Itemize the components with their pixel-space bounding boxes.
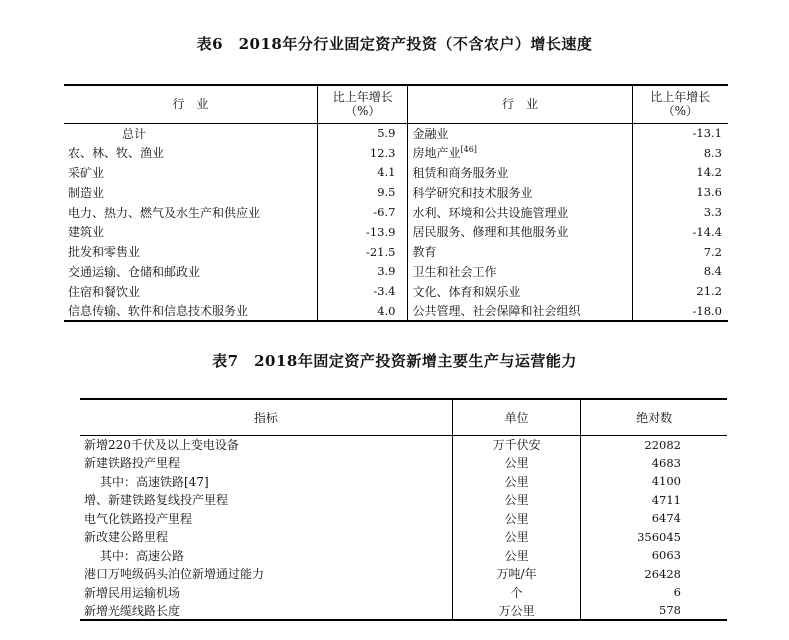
table-header-row bbox=[80, 399, 727, 435]
table-row bbox=[80, 435, 727, 454]
industry-name: 批发和零售业 bbox=[64, 242, 318, 262]
indicator-name: 新增光缆线路长度 bbox=[80, 602, 452, 621]
absolute-value: 578 bbox=[659, 603, 681, 618]
absolute-value: 4683 bbox=[651, 455, 681, 470]
header-growth: 比上年增长 （%） bbox=[318, 85, 408, 123]
unit-cell: 万吨/年 bbox=[452, 565, 581, 584]
table-row bbox=[80, 509, 727, 528]
table-header-row bbox=[64, 85, 728, 123]
capacity-table bbox=[80, 398, 727, 621]
table-row bbox=[64, 163, 728, 183]
indicator-name: 港口万吨级码头泊位新增通过能力 bbox=[80, 565, 452, 584]
indicator-name: 新改建公路里程 bbox=[80, 528, 452, 547]
industry-name: 房地产业[46] bbox=[408, 143, 632, 163]
growth-value: -13.1 bbox=[692, 126, 722, 141]
industry-name: 公共管理、社会保障和社会组织 bbox=[408, 301, 632, 321]
growth-value: 8.4 bbox=[703, 264, 722, 279]
industry-name: 制造业 bbox=[64, 182, 318, 202]
indicator-name: 电气化铁路投产里程 bbox=[80, 509, 452, 528]
table-row bbox=[64, 123, 728, 143]
table-row bbox=[64, 202, 728, 222]
growth-value: 5.9 bbox=[318, 123, 408, 143]
growth-value: 9.5 bbox=[318, 182, 408, 202]
absolute-value: 6063 bbox=[651, 548, 681, 563]
indicator-name: 新增220千伏及以上变电设备 bbox=[80, 435, 452, 454]
industry-name: 总计 bbox=[64, 123, 318, 143]
industry-name: 信息传输、软件和信息技术服务业 bbox=[64, 301, 318, 321]
industry-name: 采矿业 bbox=[64, 163, 318, 183]
growth-value: 7.2 bbox=[703, 244, 722, 259]
growth-value: -21.5 bbox=[318, 242, 408, 262]
industry-name: 金融业 bbox=[408, 123, 632, 143]
indicator-name: 增、新建铁路复线投产里程 bbox=[80, 491, 452, 510]
header-industry: 行 业 bbox=[408, 85, 632, 123]
table7-title: 表7 2018年固定资产投资新增主要生产与运营能力 bbox=[212, 352, 577, 370]
industry-name: 居民服务、修理和其他服务业 bbox=[408, 222, 632, 242]
table-row bbox=[64, 143, 728, 163]
table-row bbox=[80, 454, 727, 473]
industry-name: 农、林、牧、渔业 bbox=[64, 143, 318, 163]
industry-growth-table bbox=[64, 84, 728, 322]
unit-cell: 公里 bbox=[452, 454, 581, 473]
footnote-ref[interactable]: [46] bbox=[460, 145, 477, 155]
growth-value: 3.3 bbox=[703, 205, 722, 220]
table-row bbox=[80, 565, 727, 584]
absolute-value: 4711 bbox=[651, 492, 681, 507]
industry-name: 交通运输、仓储和邮政业 bbox=[64, 262, 318, 282]
unit-cell: 公里 bbox=[452, 528, 581, 547]
growth-value: 13.6 bbox=[696, 185, 722, 200]
indicator-name: 其中：高速铁路[47] bbox=[80, 472, 452, 491]
growth-value: 21.2 bbox=[696, 284, 722, 299]
table-row bbox=[64, 222, 728, 242]
indicator-name: 新建铁路投产里程 bbox=[80, 454, 452, 473]
absolute-value: 6474 bbox=[651, 511, 681, 526]
industry-name: 住宿和餐饮业 bbox=[64, 281, 318, 301]
header-industry: 行 业 bbox=[64, 85, 318, 123]
industry-name: 文化、体育和娱乐业 bbox=[408, 281, 632, 301]
growth-value: -14.4 bbox=[692, 224, 722, 239]
table-row bbox=[64, 301, 728, 321]
table-row bbox=[64, 182, 728, 202]
table-row bbox=[64, 262, 728, 282]
absolute-value: 356045 bbox=[637, 529, 681, 544]
industry-name: 水利、环境和公共设施管理业 bbox=[408, 202, 632, 222]
absolute-value: 6 bbox=[673, 585, 681, 600]
unit-cell: 万公里 bbox=[452, 602, 581, 621]
growth-value: 4.0 bbox=[318, 301, 408, 321]
indicator-name: 新增民用运输机场 bbox=[80, 583, 452, 602]
header-unit: 单位 bbox=[452, 399, 581, 435]
unit-cell: 公里 bbox=[452, 509, 581, 528]
growth-value: 14.2 bbox=[696, 165, 722, 180]
growth-value: -13.9 bbox=[318, 222, 408, 242]
unit-cell: 公里 bbox=[452, 491, 581, 510]
table-row bbox=[80, 546, 727, 565]
growth-value: 8.3 bbox=[703, 145, 722, 160]
table-row bbox=[80, 583, 727, 602]
table6-title: 表6 2018年分行业固定资产投资（不含农户）增长速度 bbox=[196, 35, 593, 53]
table-row bbox=[80, 491, 727, 510]
growth-value: 4.1 bbox=[318, 163, 408, 183]
header-indicator: 指标 bbox=[80, 399, 452, 435]
growth-value: -3.4 bbox=[318, 281, 408, 301]
growth-value: -18.0 bbox=[692, 303, 722, 318]
absolute-value: 22082 bbox=[644, 437, 681, 452]
table-row bbox=[64, 281, 728, 301]
absolute-value: 4100 bbox=[651, 474, 681, 489]
header-absolute: 绝对数 bbox=[636, 410, 673, 425]
indicator-name: 其中：高速公路 bbox=[80, 546, 452, 565]
industry-name: 科学研究和技术服务业 bbox=[408, 182, 632, 202]
industry-name: 教育 bbox=[408, 242, 632, 262]
unit-cell: 个 bbox=[452, 583, 581, 602]
industry-name: 电力、热力、燃气及水生产和供应业 bbox=[64, 202, 318, 222]
unit-cell: 万千伏安 bbox=[452, 435, 581, 454]
industry-name: 卫生和社会工作 bbox=[408, 262, 632, 282]
table-row bbox=[80, 472, 727, 491]
industry-name: 建筑业 bbox=[64, 222, 318, 242]
table-row bbox=[80, 602, 727, 621]
unit-cell: 公里 bbox=[452, 472, 581, 491]
growth-value: 12.3 bbox=[318, 143, 408, 163]
header-growth: 比上年增长 （%） bbox=[650, 90, 711, 119]
unit-cell: 公里 bbox=[452, 546, 581, 565]
table-row bbox=[80, 528, 727, 547]
growth-value: -6.7 bbox=[318, 202, 408, 222]
absolute-value: 26428 bbox=[644, 566, 681, 581]
industry-name: 租赁和商务服务业 bbox=[408, 163, 632, 183]
growth-value: 3.9 bbox=[318, 262, 408, 282]
table-row bbox=[64, 242, 728, 262]
